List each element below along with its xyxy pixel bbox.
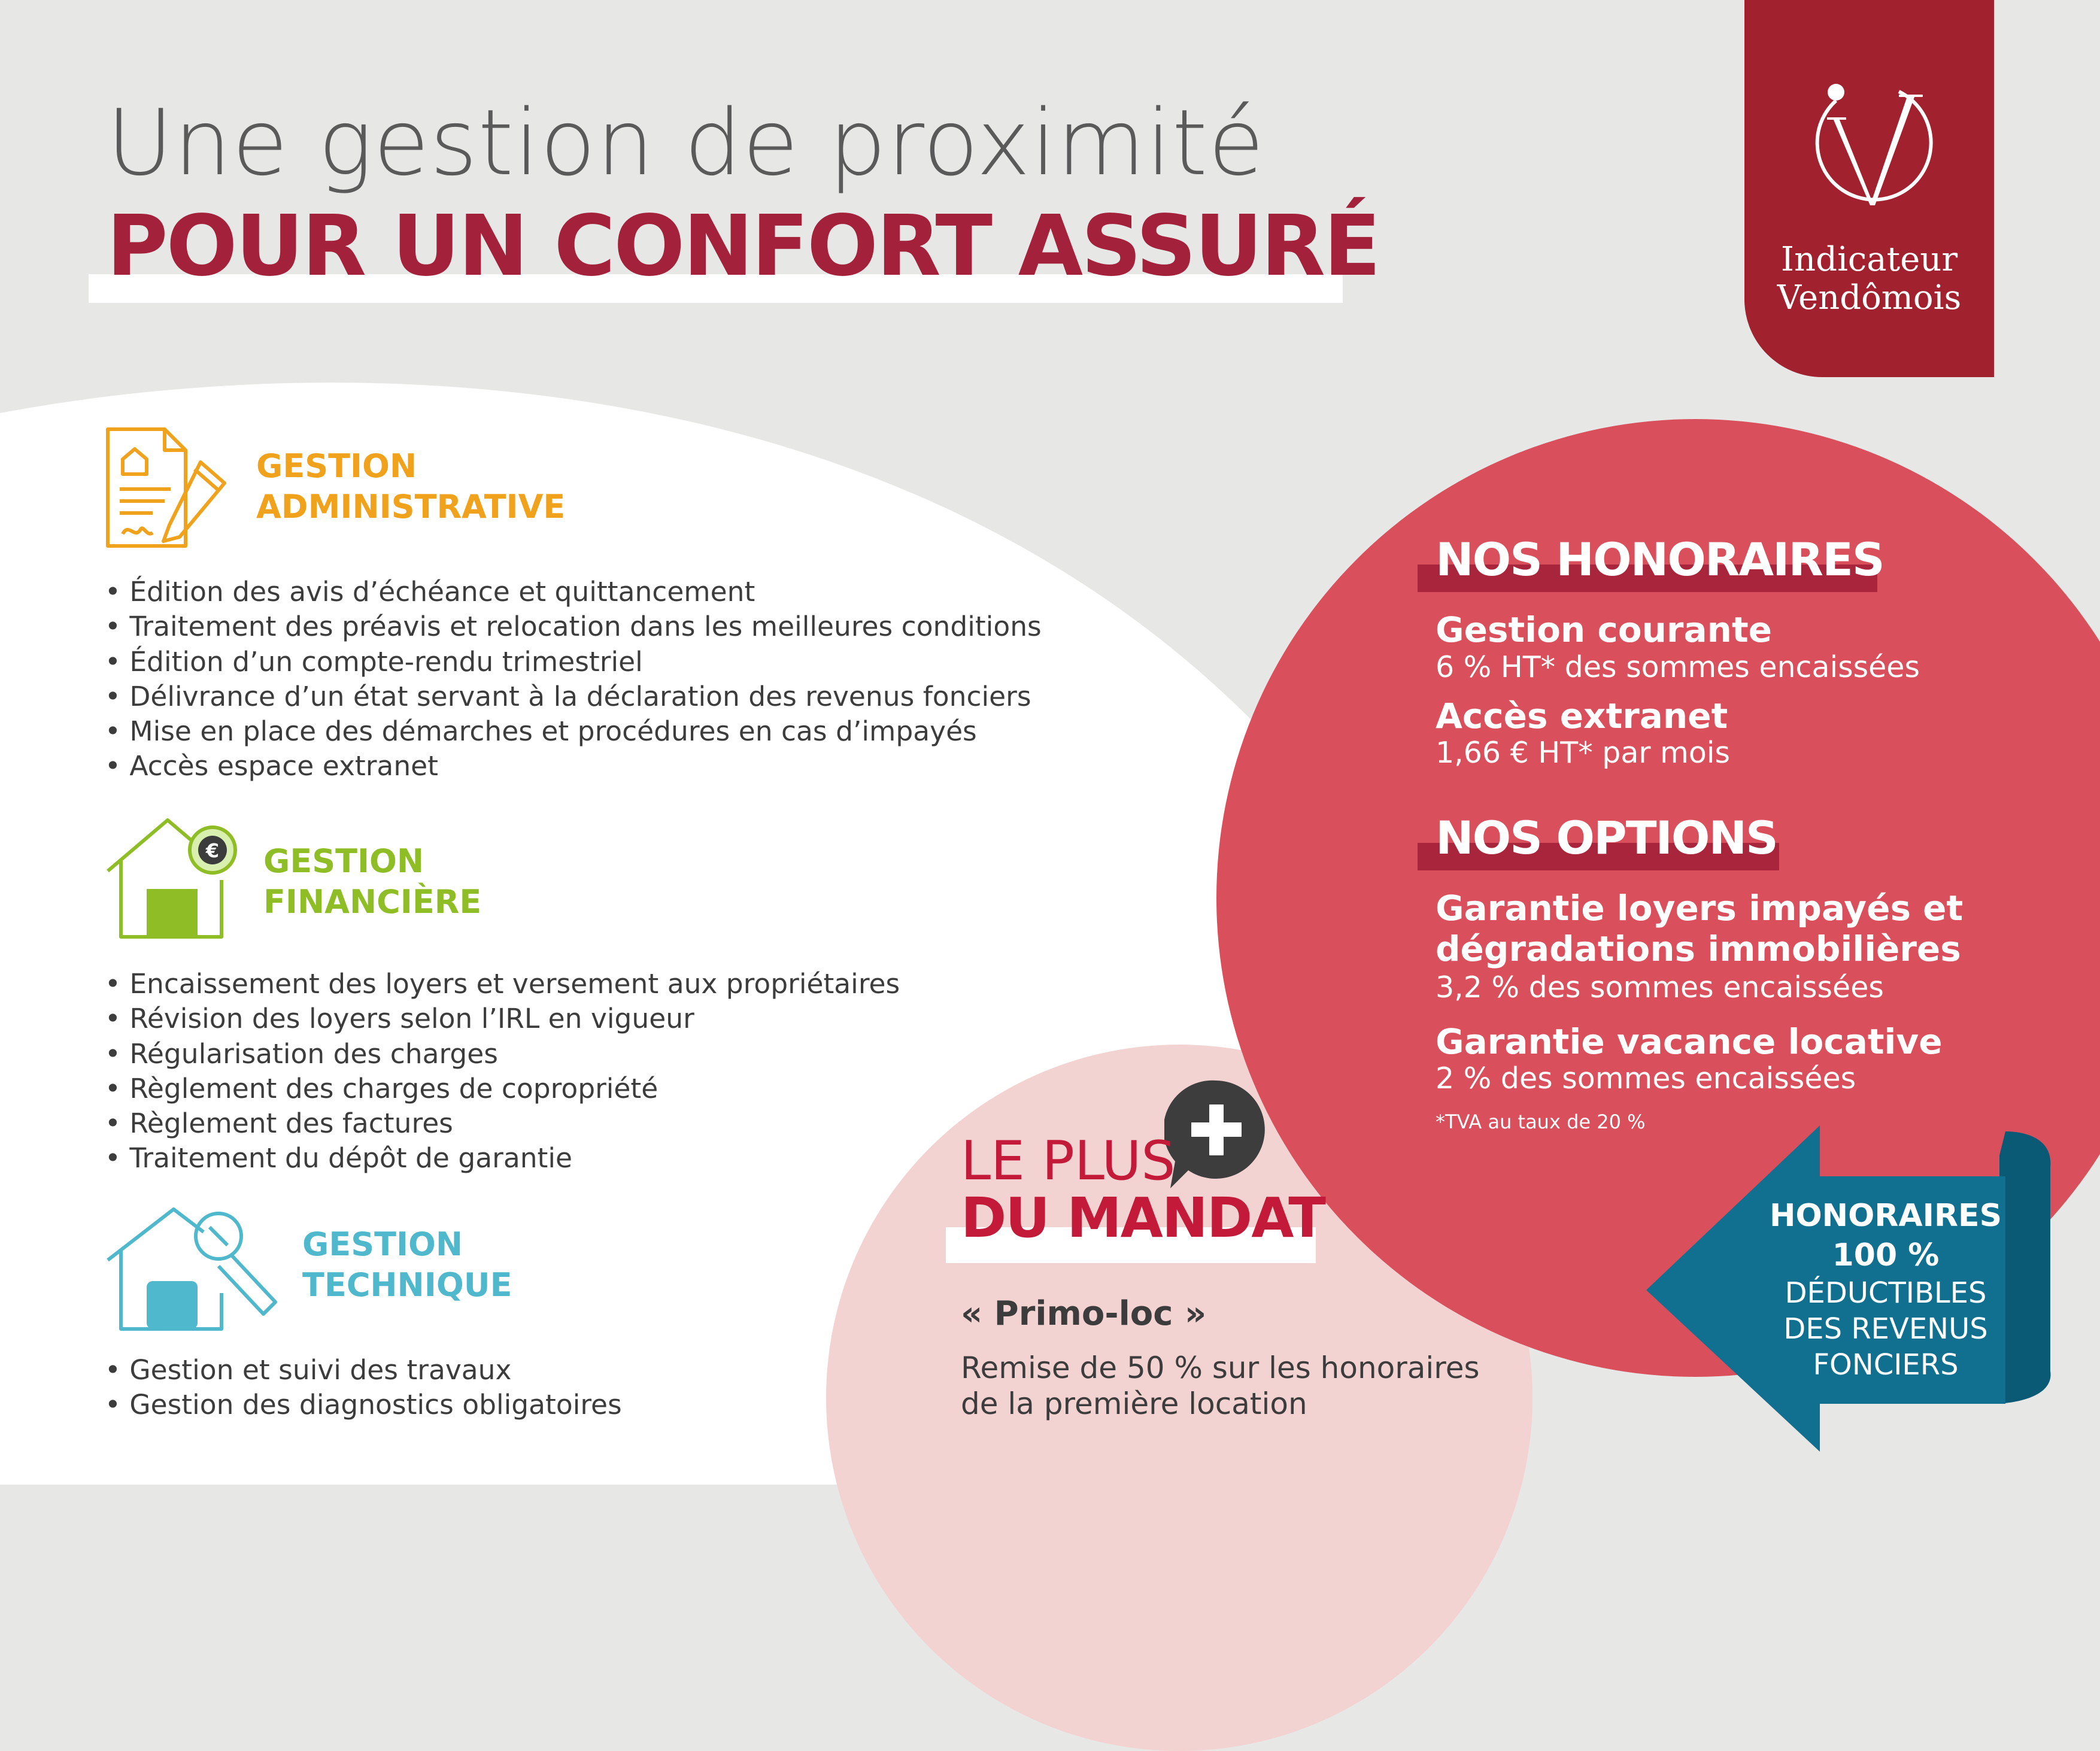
list-item: • Traitement des préavis et relocation dans les meilleures conditions xyxy=(105,609,1042,644)
honoraires-item2-value: 1,66 € HT* par mois xyxy=(1436,736,1730,770)
honoraires-heading: NOS HONORAIRES xyxy=(1436,533,1884,586)
list-item: • Mise en place des démarches et procédures en cas d’impayés xyxy=(105,714,1042,749)
section-title-tech-line2: TECHNIQUE xyxy=(302,1266,512,1304)
page-title-bold: POUR UN CONFORT ASSURÉ xyxy=(107,198,1379,295)
plus-title-line1: LE PLUS xyxy=(961,1130,1176,1192)
offer-description xyxy=(961,1350,1480,1422)
section-title-admin-line1: GESTION xyxy=(256,447,417,485)
list-item: • Délivrance d’un état servant à la déclaration des revenus fonciers xyxy=(105,679,1042,714)
honoraires-item1-title: Gestion courante xyxy=(1436,609,1773,650)
page-title-light: Une gestion de proximité xyxy=(107,90,1265,196)
arrow-line1: HONORAIRES xyxy=(1769,1198,2002,1234)
brand-name-line1: Indicateur xyxy=(1780,240,1958,279)
list-item: • Révision des loyers selon l’IRL en vigueur xyxy=(105,1002,900,1036)
list-item: • Régularisation des charges xyxy=(105,1037,900,1072)
section-title-fin xyxy=(263,841,481,922)
list-item: • Édition d’un compte-rendu trimestriel xyxy=(105,645,1042,679)
options-item1-title-line2: dégradations immobilières xyxy=(1436,928,1961,969)
section-title-fin-line1: GESTION xyxy=(263,842,424,880)
list-item: • Édition des avis d’échéance et quittancement xyxy=(105,575,1042,609)
house-wrench-icon xyxy=(102,1203,287,1335)
list-item: • Accès espace extranet xyxy=(105,749,1042,784)
arrow-line3: DÉDUCTIBLES xyxy=(1785,1276,1987,1310)
section-title-admin xyxy=(256,446,565,527)
options-item1-value: 3,2 % des sommes encaissées xyxy=(1436,970,1884,1005)
options-item1-title-line1: Garantie loyers impayés et xyxy=(1436,888,1964,928)
list-item: • Encaissement des loyers et versement aux propriétaires xyxy=(105,967,900,1002)
section-title-tech-line1: GESTION xyxy=(302,1225,463,1263)
list-item: • Règlement des charges de copropriété xyxy=(105,1072,900,1106)
svg-text:€: € xyxy=(205,839,220,862)
arrow-line4: DES REVENUS xyxy=(1783,1312,1988,1346)
honoraires-item1-value: 6 % HT* des sommes encaissées xyxy=(1436,650,1920,684)
plus-title-line2: DU MANDAT xyxy=(961,1186,1325,1250)
section-title-fin-line2: FINANCIÈRE xyxy=(263,883,482,921)
list-item: • Gestion et suivi des travaux xyxy=(105,1353,622,1388)
brand-name xyxy=(1744,241,1994,317)
plus-speech-bubble-icon xyxy=(1164,1078,1269,1191)
section-title-tech xyxy=(302,1224,512,1306)
options-heading: NOS OPTIONS xyxy=(1436,811,1777,864)
brand-name-line2: Vendômois xyxy=(1777,278,1962,317)
offer-description-line2: de la première location xyxy=(961,1386,1307,1421)
iv-monogram-icon xyxy=(1803,71,1941,220)
section-title-admin-line2: ADMINISTRATIVE xyxy=(256,488,566,526)
options-item2-value: 2 % des sommes encaissées xyxy=(1436,1061,1856,1095)
admin-list xyxy=(105,575,1042,784)
offer-name: « Primo-loc » xyxy=(961,1294,1207,1333)
arrow-banner-text xyxy=(1748,1196,2023,1383)
offer-description-line1: Remise de 50 % sur les honoraires xyxy=(961,1351,1480,1385)
fin-list xyxy=(105,967,900,1176)
list-item: • Gestion des diagnostics obligatoires xyxy=(105,1388,622,1422)
tech-list xyxy=(105,1353,622,1423)
arrow-line5: FONCIERS xyxy=(1813,1348,1959,1382)
honoraires-item2-title: Accès extranet xyxy=(1436,696,1728,736)
arrow-line2: 100 % xyxy=(1832,1237,1940,1273)
document-house-pen-icon xyxy=(105,426,236,552)
list-item: • Règlement des factures xyxy=(105,1106,900,1141)
options-item2-title: Garantie vacance locative xyxy=(1436,1021,1943,1062)
list-item: • Traitement du dépôt de garantie xyxy=(105,1141,900,1176)
house-euro-icon xyxy=(102,814,245,943)
brand-logo xyxy=(1744,0,1994,377)
vat-footnote: *TVA au taux de 20 % xyxy=(1436,1110,1646,1133)
